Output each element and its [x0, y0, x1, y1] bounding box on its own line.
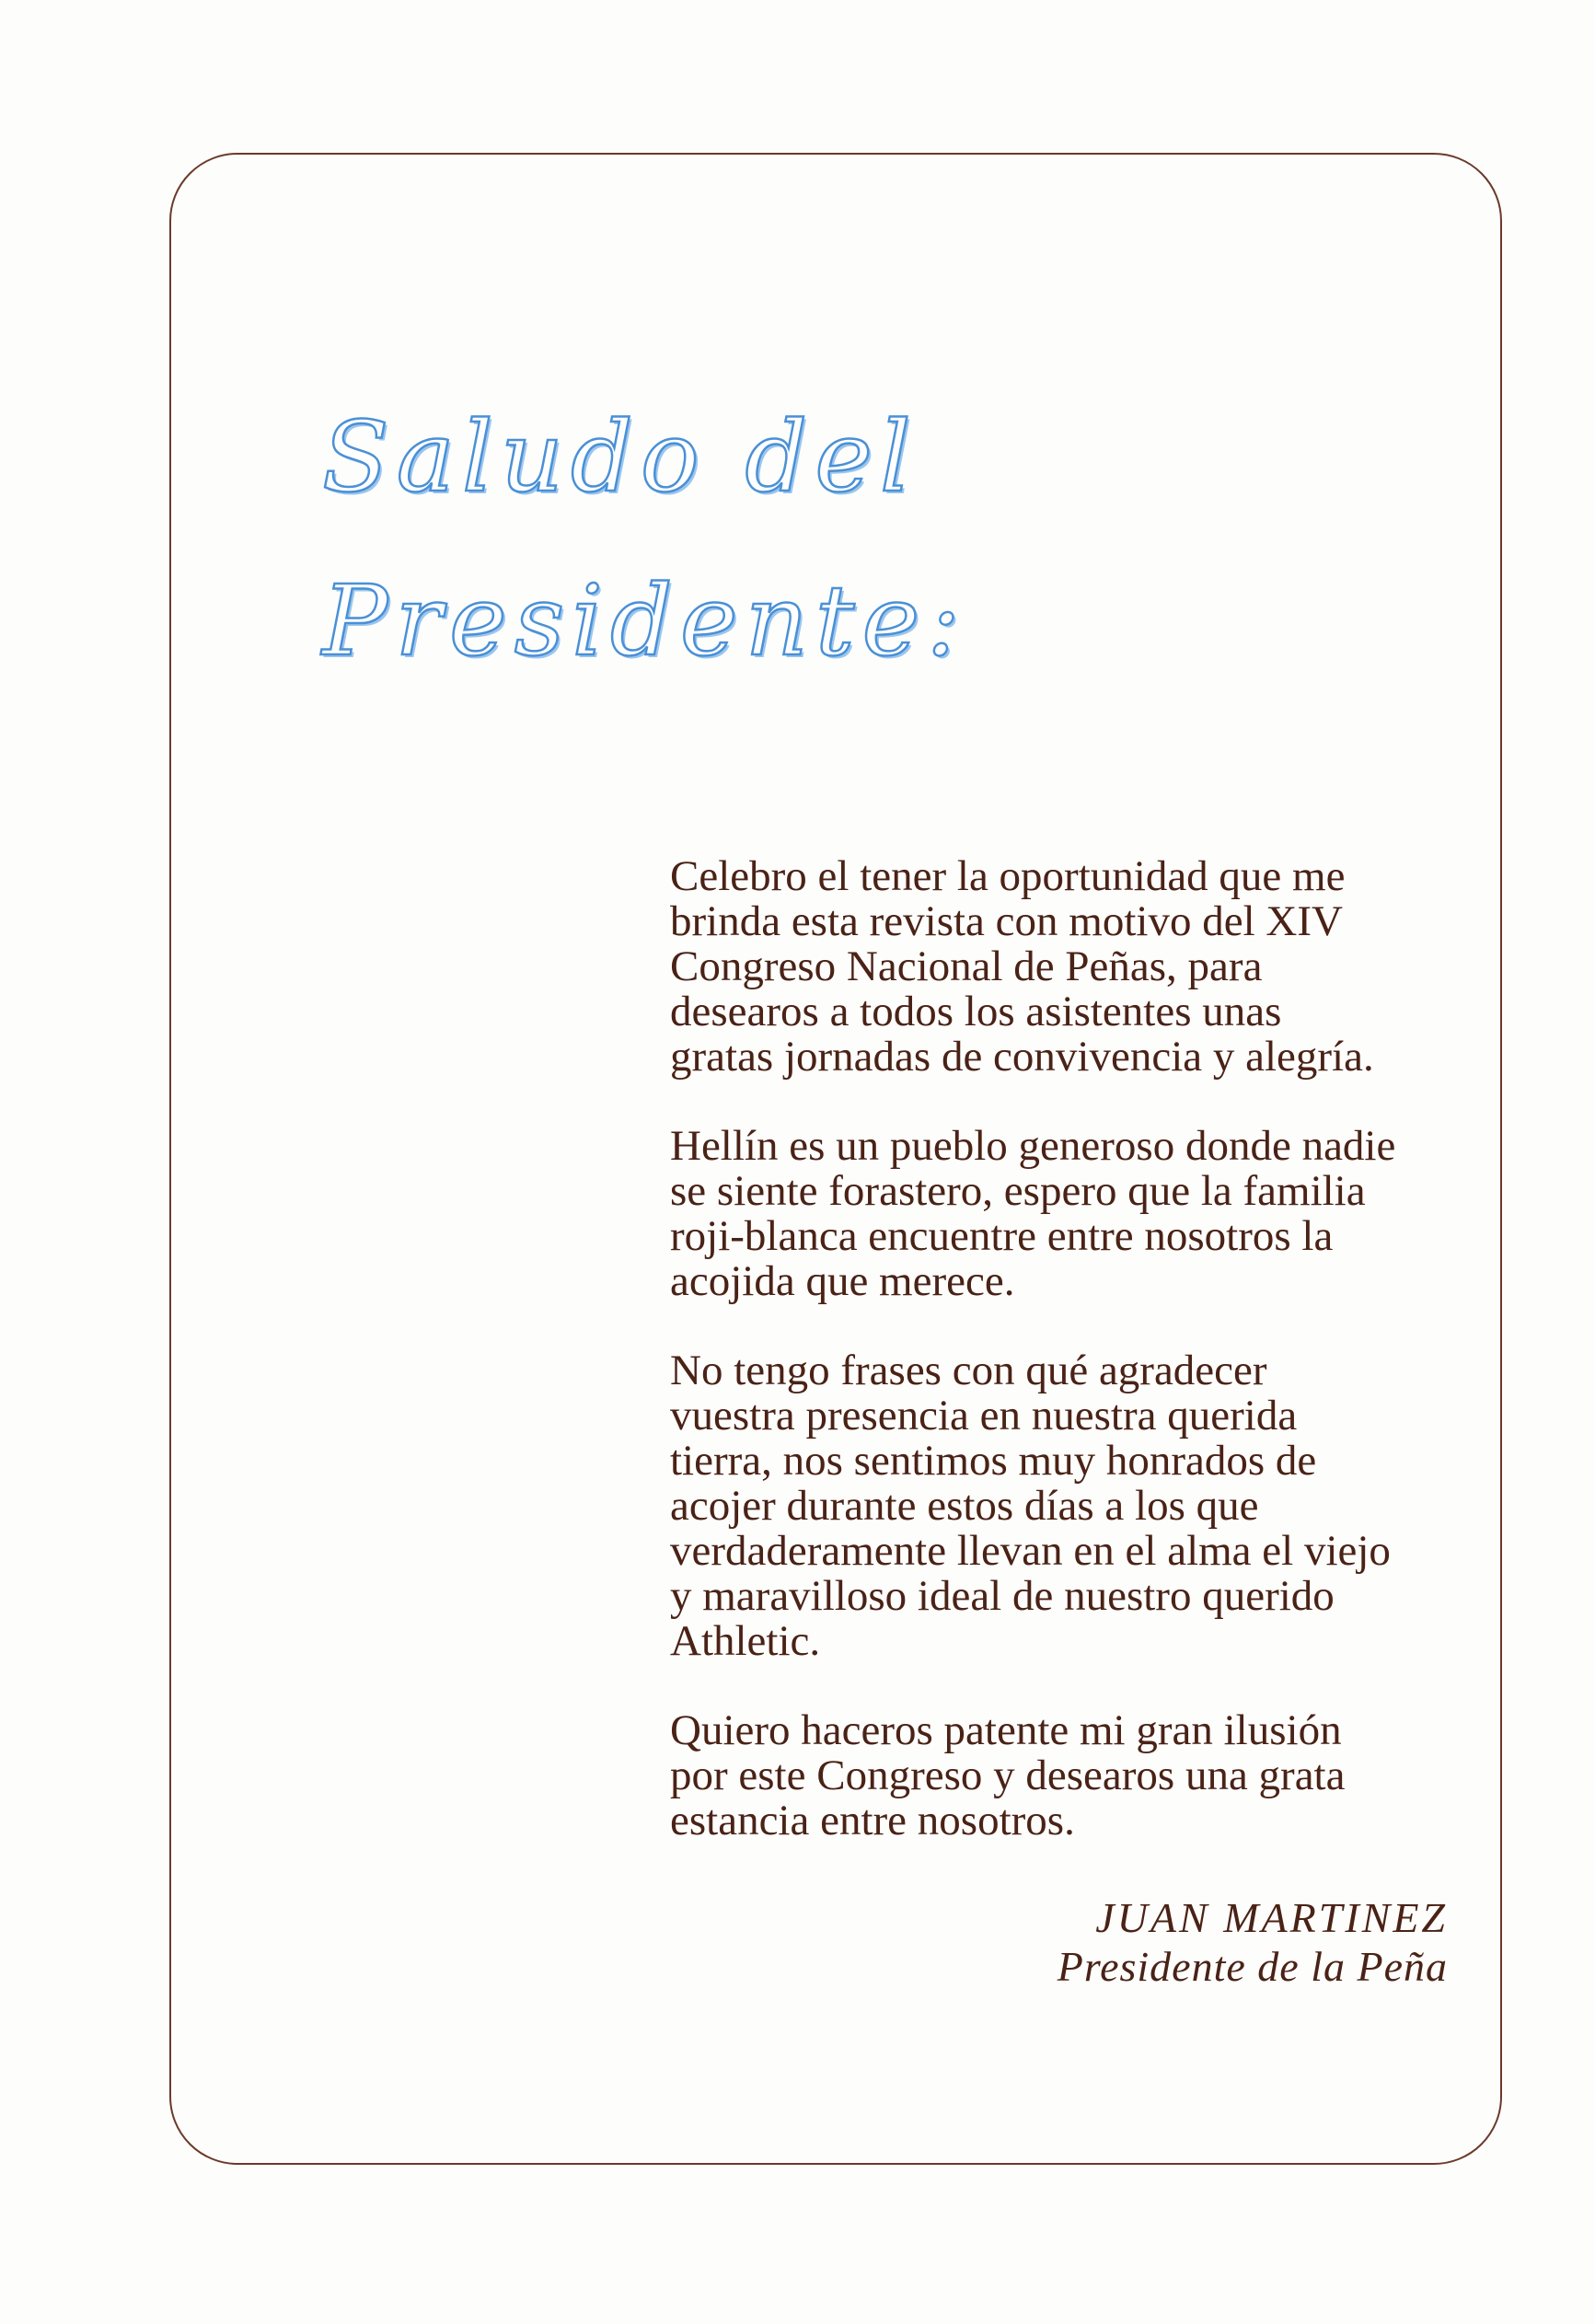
text-line: roji-blanca encuentre entre nosotros la	[670, 1212, 1334, 1260]
text-line: brinda esta revista con motivo del XIV	[670, 897, 1343, 945]
text-line: Quiero haceros patente mi gran ilusión	[670, 1706, 1342, 1754]
text-line: Congreso Nacional de Peñas, para	[670, 942, 1263, 990]
text-line: acojer durante estos días a los que	[670, 1482, 1259, 1530]
text-line: verdaderamente llevan en el alma el viejo	[670, 1527, 1391, 1575]
text-line: y maravilloso ideal de nuestro querido	[670, 1572, 1335, 1620]
page-title	[322, 376, 1058, 703]
paragraph-3	[670, 1348, 1471, 1664]
text-line: Athletic.	[670, 1617, 821, 1665]
text-line: por este Congreso y desearos una grata	[670, 1752, 1346, 1799]
text-line: tierra, nos sentimos muy honrados de	[670, 1437, 1317, 1485]
text-line: desearos a todos los asistentes unas	[670, 988, 1282, 1035]
text-line: Celebro el tener la oportunidad que me	[670, 852, 1346, 900]
text-line: acojida que merece.	[670, 1257, 1015, 1305]
signature-role: Presidente de la Peña	[1057, 1943, 1448, 1990]
text-line: se siente forastero, espero que la familia	[670, 1167, 1366, 1215]
paragraph-2	[670, 1124, 1471, 1304]
title-line-1: Saludo del	[322, 400, 919, 514]
signature-name: JUAN MARTINEZ	[1095, 1894, 1448, 1941]
text-line: Hellín es un pueblo generoso donde nadie	[670, 1122, 1396, 1170]
paragraph-4	[670, 1708, 1471, 1844]
paragraph-1	[670, 854, 1471, 1080]
signature-block	[670, 1893, 1448, 1991]
letter-body	[670, 854, 1471, 1888]
text-line: vuestra presencia en nuestra querida	[670, 1392, 1298, 1439]
text-line: estancia entre nosotros.	[670, 1797, 1075, 1844]
text-line: gratas jornadas de convivencia y alegría.	[670, 1033, 1374, 1081]
title-line-2: Presidente:	[322, 564, 967, 677]
text-line: No tengo frases con qué agradecer	[670, 1347, 1267, 1394]
